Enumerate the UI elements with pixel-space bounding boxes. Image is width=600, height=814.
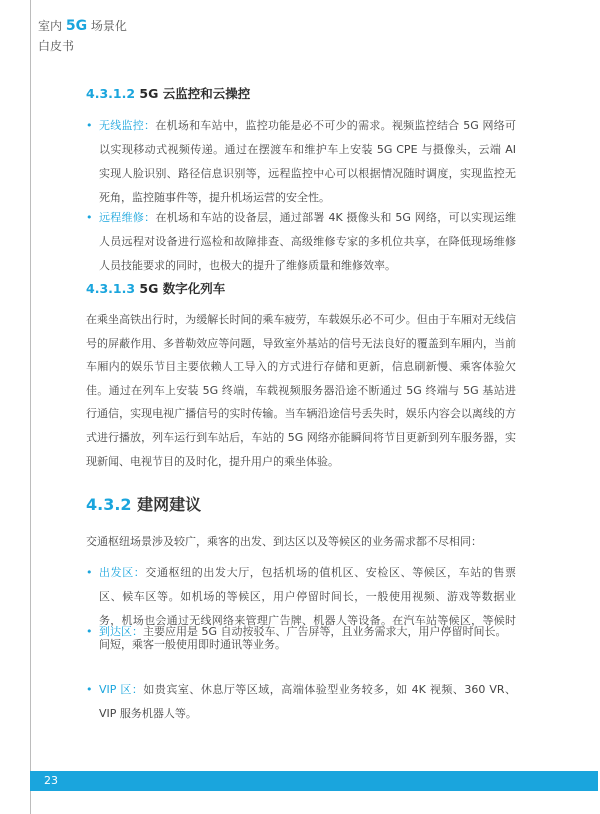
bullet-vip-area [86, 678, 516, 726]
header-5g: 5G [65, 18, 88, 34]
bullet-dot-icon: • [86, 119, 93, 132]
header-text: 场景化 [87, 19, 127, 33]
header-text: 室内 [38, 19, 66, 33]
page-number: 23 [44, 774, 58, 787]
bullet-dot-icon: • [86, 683, 93, 696]
bullet-body [99, 206, 516, 278]
section-title: 建网建议 [137, 495, 202, 514]
bullet-remote-maintenance [86, 206, 516, 278]
bullet-term: 出发区： [99, 566, 146, 579]
bullet-dot-icon: • [86, 566, 93, 579]
bullet-dot-icon: • [86, 211, 93, 224]
bullet-text: 在机场和车站中，监控功能是必不可少的需求。视频监控结合 5G 网络可以实现移动式视频传递。通过在摆渡车和维护车上安装 5G CPE 与摄像头，云端 AI 实现人脸识别、路径信息识别等，远程监控中心可以根据情况随时调度，实现监控无死角，监控随事件等，提升机场运营的安全性。 [99, 119, 517, 204]
bullet-term: 到达区： [99, 625, 143, 638]
bullet-body [99, 678, 516, 726]
bullet-wireless-monitoring [86, 114, 516, 210]
section-number: 4.3.1.3 [86, 281, 136, 296]
section-title: 5G 云监控和云操控 [139, 86, 251, 101]
section-title: 5G 数字化列车 [139, 281, 226, 296]
section-number: 4.3.1.2 [86, 86, 136, 101]
bullet-text: 主要应用是 5G 自动按驳车、广告屏等，且业务需求大，用户停留时间长。 [143, 625, 507, 638]
bullet-term: 远程维修： [99, 211, 156, 224]
heading-4-3-1-3 [86, 279, 225, 297]
bullet-body [99, 114, 516, 210]
page-footer-bar [30, 771, 598, 791]
bullet-dot-icon: • [86, 625, 93, 638]
section-number: 4.3.2 [86, 495, 132, 514]
paragraph-network-intro: 交通枢纽场景涉及较广，乘客的出发、到达区以及等候区的业务需求都不尽相同： [86, 535, 482, 548]
header-line2: 白皮书 [38, 39, 75, 53]
bullet-text: 如贵宾室、休息厅等区域，高端体验型业务较多，如 4K 视频、360 VR、VIP 服务机器人等。 [99, 683, 516, 720]
bullet-text: 交通枢纽的出发大厅，包括机场的值机区、安检区、等候区，车站的售票区、候车区等。如机场的等候区，用户停留时间长，一般使用视频、游戏等数据业务，机场也会通过无线网络来管理广告牌、机器人等设备。在汽车站等候区，等候时间短，乘客一般使用即时通讯等业务。 [99, 566, 517, 651]
heading-4-3-2 [86, 492, 201, 515]
heading-4-3-1-2 [86, 84, 250, 102]
paragraph-digital-train: 在乘坐高铁出行时，为缓解长时间的乘车疲劳，车载娱乐必不可少。但由于车厢对无线信号的屏蔽作用、多普勒效应等问题，导致室外基站的信号无法良好的覆盖到车厢内，当前车厢内的娱乐节目主要依赖人工导入的方式进行存储和更新，信息刷新慢、乘客体验欠佳。通过在列车上安装 5G 终端，车载视频服务器沿途不断通过 5G 终端与 5G 基站进行通信，实现电视广播信号的实时传输。当车辆沿途信号丢失时，娱乐内容会以离线的方式进行播放，列车运行到车站后，车站的 5G 网络亦能瞬间将节目更新到列车服务器，实现新闻、电视节目的及时化，提升用户的乘坐体验。 [86, 313, 516, 468]
bullet-arrival-area [86, 620, 516, 644]
page-margin-rule [30, 0, 31, 814]
bullet-term: 无线监控： [99, 119, 156, 132]
bullet-term: VIP 区： [99, 683, 144, 696]
bullet-body [99, 620, 516, 644]
header-line1 [38, 16, 127, 36]
bullet-text: 在机场和车站的设备层，通过部署 4K 摄像头和 5G 网络，可以实现运维人员远程对设备进行巡检和故障排查、高级维修专家的多机位共享，在降低现场维修人员技能要求的同时，也极大的提升了维修质量和维修效率。 [99, 211, 517, 272]
running-header [38, 16, 127, 56]
